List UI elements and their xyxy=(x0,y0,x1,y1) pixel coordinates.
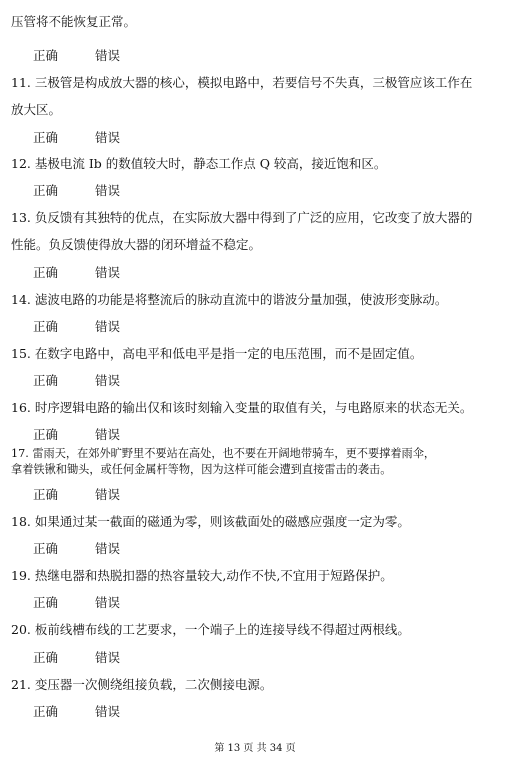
option-wrong[interactable]: 错误 xyxy=(95,541,121,556)
question-line: 拿着铁锹和锄头，或任何金属杆等物，因为这样可能会遭到直接雷击的袭击。 xyxy=(11,463,392,476)
option-correct[interactable]: 正确 xyxy=(33,183,59,198)
question-line: 20. 板前线槽布线的工艺要求，一个端子上的连接导线不得超过两根线。 xyxy=(11,622,410,637)
option-correct[interactable]: 正确 xyxy=(33,48,59,63)
question-line: 15. 在数字电路中，高电平和低电平是指一定的电压范围，而不是固定值。 xyxy=(11,346,423,361)
answer-options xyxy=(33,319,120,335)
option-correct[interactable]: 正确 xyxy=(33,650,59,665)
question-line: 19. 热继电器和热脱扣器的热容量较大,动作不快,不宜用于短路保护。 xyxy=(11,568,393,583)
question-line: 18. 如果通过某一截面的磁通为零，则该截面处的磁感应强度一定为零。 xyxy=(11,514,410,529)
question-line: 性能。负反馈使得放大器的闭环增益不稳定。 xyxy=(11,237,262,252)
question-line: 12. 基极电流 Ib 的数值较大时，静态工作点 Q 较高，接近饱和区。 xyxy=(11,156,387,171)
option-wrong[interactable]: 错误 xyxy=(95,427,121,442)
option-correct[interactable]: 正确 xyxy=(33,130,59,145)
option-correct[interactable]: 正确 xyxy=(33,373,59,388)
answer-options xyxy=(33,704,120,720)
option-correct[interactable]: 正确 xyxy=(33,319,59,334)
option-wrong[interactable]: 错误 xyxy=(95,265,121,280)
answer-options xyxy=(33,373,120,389)
option-wrong[interactable]: 错误 xyxy=(95,650,121,665)
question-line: 11. 三极管是构成放大器的核心，模拟电路中，若要信号不失真，三极管应该工作在 xyxy=(11,75,473,90)
option-correct[interactable]: 正确 xyxy=(33,704,59,719)
question-line: 16. 时序逻辑电路的输出仅和该时刻输入变量的取值有关，与电路原来的状态无关。 xyxy=(11,400,473,415)
answer-options xyxy=(33,541,120,557)
option-correct[interactable]: 正确 xyxy=(33,595,59,610)
question-line: 21. 变压器一次侧绕组接负载，二次侧接电源。 xyxy=(11,677,273,692)
option-correct[interactable]: 正确 xyxy=(33,541,59,556)
option-wrong[interactable]: 错误 xyxy=(95,130,121,145)
answer-options xyxy=(33,487,120,503)
option-wrong[interactable]: 错误 xyxy=(95,319,121,334)
question-line: 13. 负反馈有其独特的优点，在实际放大器中得到了广泛的应用，它改变了放大器的 xyxy=(11,210,473,225)
page-number-footer: 第 13 页 共 34 页 xyxy=(214,743,296,754)
option-wrong[interactable]: 错误 xyxy=(95,373,121,388)
option-wrong[interactable]: 错误 xyxy=(95,595,121,610)
option-correct[interactable]: 正确 xyxy=(33,265,59,280)
question-line: 17. 雷雨天，在郊外旷野里不要站在高处，也不要在开阔地带骑车，更不要撑着雨伞， xyxy=(11,447,436,460)
answer-options xyxy=(33,130,120,146)
answer-options xyxy=(33,595,120,611)
question-line: 14. 滤波电路的功能是将整流后的脉动直流中的谐波分量加强，使波形变脉动。 xyxy=(11,292,448,307)
answer-options xyxy=(33,48,120,64)
answer-options xyxy=(33,427,120,443)
option-correct[interactable]: 正确 xyxy=(33,487,59,502)
option-wrong[interactable]: 错误 xyxy=(95,487,121,502)
option-wrong[interactable]: 错误 xyxy=(95,48,121,63)
option-wrong[interactable]: 错误 xyxy=(95,183,121,198)
option-wrong[interactable]: 错误 xyxy=(95,704,121,719)
answer-options xyxy=(33,265,120,281)
answer-options xyxy=(33,183,120,199)
answer-options xyxy=(33,650,120,666)
question-line: 放大区。 xyxy=(11,102,62,117)
option-correct[interactable]: 正确 xyxy=(33,427,59,442)
intro-line: 压管将不能恢复正常。 xyxy=(11,14,137,29)
